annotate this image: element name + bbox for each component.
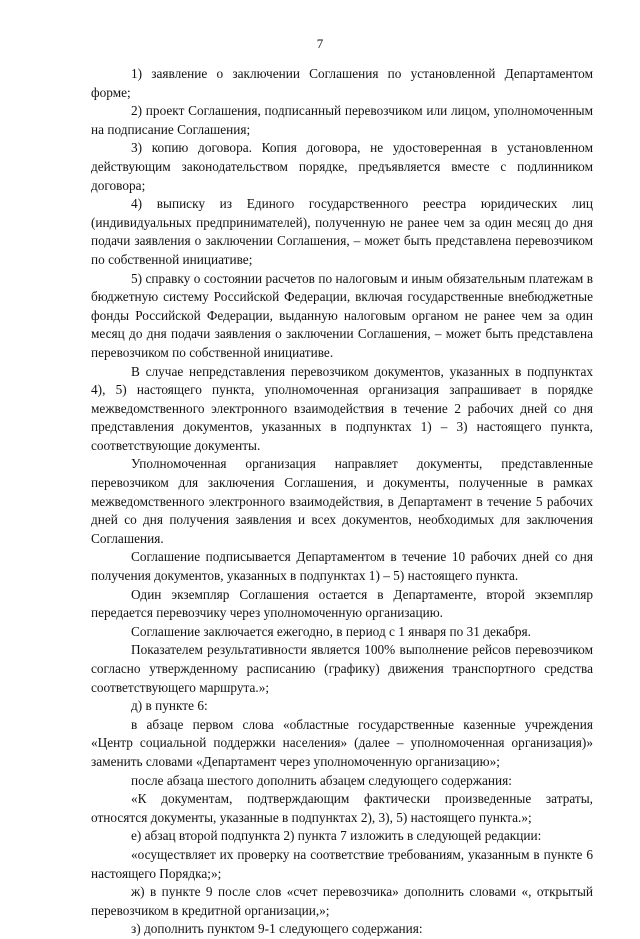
paragraph-item-1: 1) заявление о заключении Соглашения по установленной Департаментом форме; xyxy=(91,66,593,100)
page-number: 7 xyxy=(316,36,324,51)
paragraph-item-2: 2) проект Соглашения, подписанный перевозчиком или лицом, уполномоченным на подписание Соглашения; xyxy=(91,103,593,137)
paragraph-amend-zh: ж) в пункте 9 после слов «счет перевозчика» дополнить словами «, открытый перевозчиком в кредитной организации,»; xyxy=(91,884,593,918)
paragraph-quote-documents: «К документам, подтверждающим фактически произведенные затраты, относятся документы, указанные в подпунктах 2), 3), 5) настоящего пункта.»; xyxy=(91,791,593,825)
paragraph-quote-check: «осуществляет их проверку на соответствие требованиям, указанным в пункте 6 настоящего Порядка;»; xyxy=(91,846,593,881)
paragraph-amend-e: е) абзац второй подпункта 2) пункта 7 изложить в следующей редакции: xyxy=(131,828,542,844)
paragraph-copies: Один экземпляр Соглашения остается в Департаменте, второй экземпляр передается перевозчику через уполномоченную организацию. xyxy=(91,586,593,621)
paragraph-item-5: 5) справку о состоянии расчетов по налоговым и иным обязательным платежам в бюджетную систему Российской Федерации, включая государственные внебюджетные фонды Российской Федерации, выданную налоговым органом не ранее чем за один месяц до дня подачи заявления о заключении Соглашения, – может быть представлена перевозчиком по собственной инициативе. xyxy=(91,270,593,360)
paragraph-annual: Соглашение заключается ежегодно, в период с 1 января по 31 декабря. xyxy=(131,623,531,639)
paragraph-amend-d: д) в пункте 6: xyxy=(131,698,208,714)
paragraph-missing-docs: В случае непредставления перевозчиком документов, указанных в подпунктах 4), 5) настоящего пункта, уполномоченная организация запрашивает в порядке межведомственного электронного взаимодействия в течение 2 рабочих дней со дня представления документов, указанных в подпунктах 1) – 3) настоящего пункта, соответствующие документы. xyxy=(91,363,593,453)
paragraph-signing: Соглашение подписывается Департаментом в течение 10 рабочих дней со дня получения документов, указанных в подпунктах 1) – 5) настоящего пункта. xyxy=(91,549,593,584)
paragraph-item-3: 3) копию договора. Копия договора, не удостоверенная в установленном действующим законодательством порядке, предъявляется вместе с подлинником договора; xyxy=(91,140,593,193)
paragraph-first-abzac: в абзаце первом слова «областные государственные казенные учреждения «Центр социальной поддержки населения» (далее – уполномоченная организация)» заменить словами «Департамент через уполномоченную организацию»; xyxy=(91,716,593,769)
paragraph-indicator: Показателем результативности является 100% выполнение рейсов перевозчиком согласно утвержденному расписанию (графику) движения транспортного средства соответствующего маршрута.»; xyxy=(91,642,593,695)
paragraph-item-4: 4) выписку из Единого государственного реестра юридических лиц (индивидуальных предпринимателей), полученную не ранее чем за один месяц до дня подачи заявления о заключении Соглашения, – может быть представлена перевозчиком по собственной инициативе; xyxy=(91,196,593,267)
document-body xyxy=(91,65,593,939)
paragraph-sixth-abzac: после абзаца шестого дополнить абзацем следующего содержания: xyxy=(131,772,512,788)
paragraph-amend-z: з) дополнить пунктом 9-1 следующего содержания: xyxy=(131,921,423,937)
paragraph-forwarding: Уполномоченная организация направляет документы, представленные перевозчиком для заключения Соглашения, и документы, полученные в рамках межведомственного электронного взаимодействия, в Департамент в течение 5 рабочих дней со дня получения заявления и всех документов, необходимых для заключения Соглашения. xyxy=(91,456,593,546)
